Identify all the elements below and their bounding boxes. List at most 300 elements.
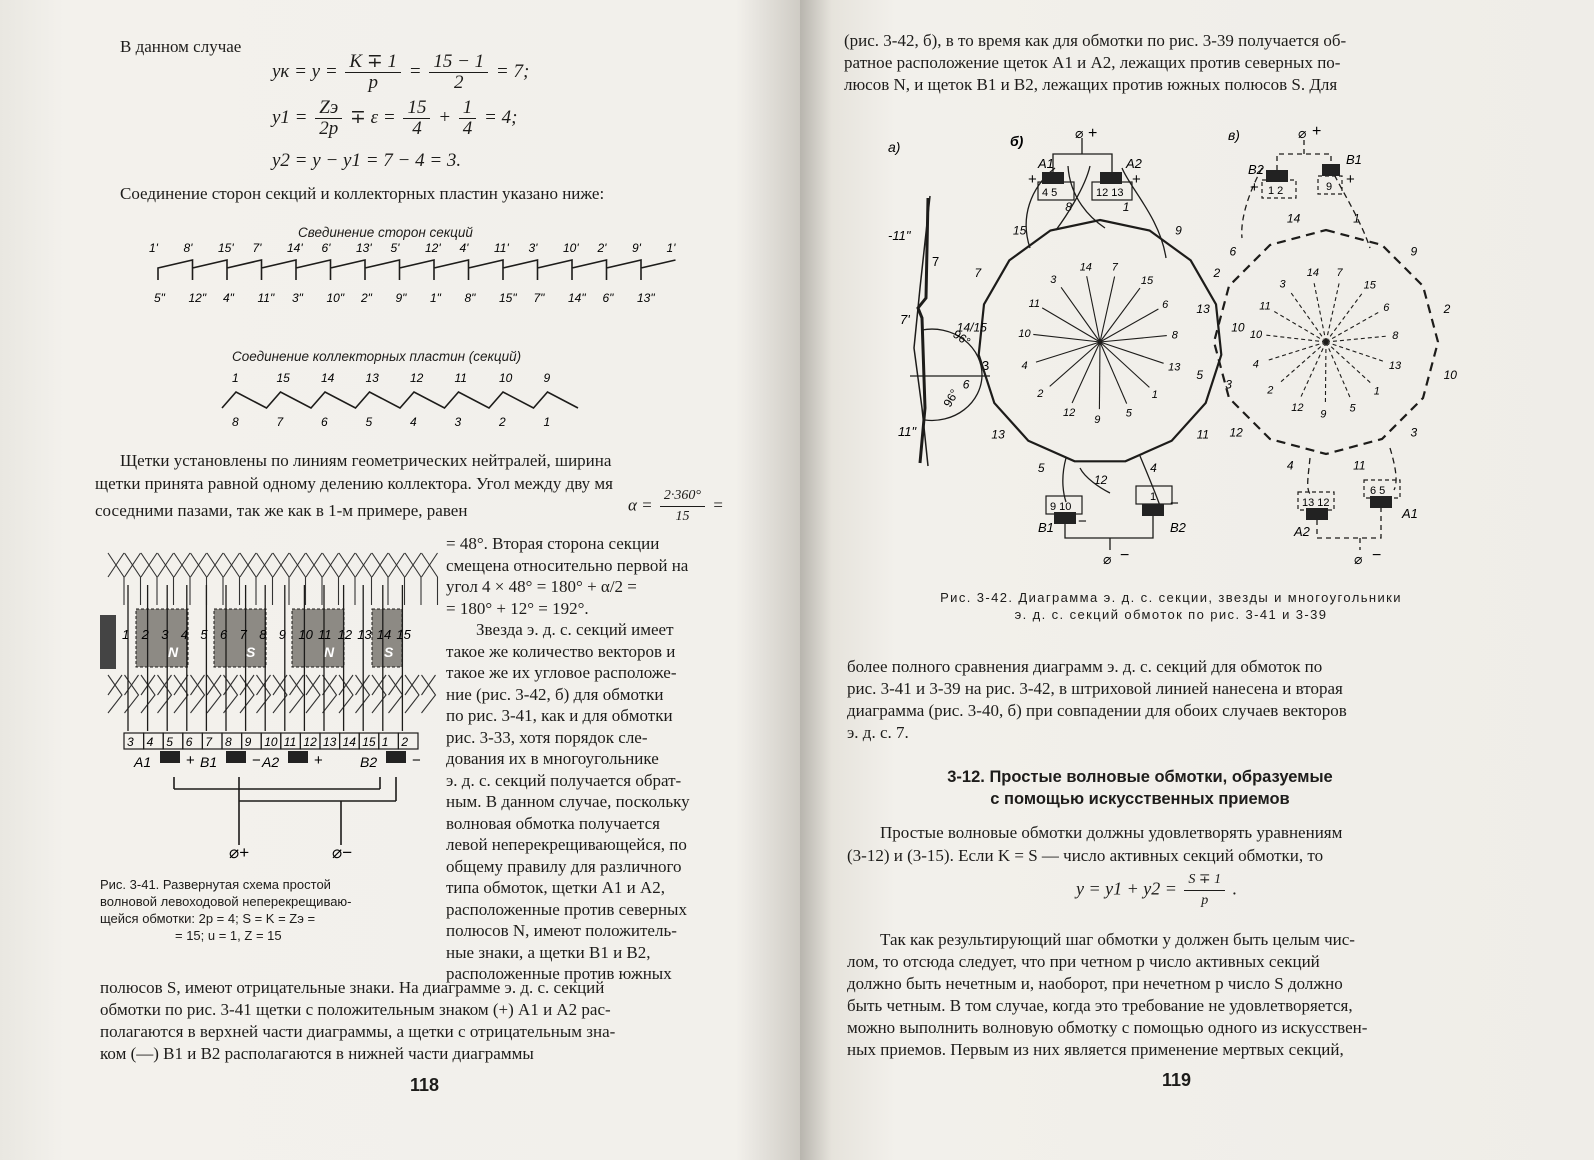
polygon-side-label: 3 xyxy=(1410,425,1418,440)
seq1-top-label: 13' xyxy=(356,241,372,255)
eq-lhs: y = y1 + y2 = xyxy=(1076,878,1177,899)
collector-number: 1 xyxy=(381,735,389,749)
fraction xyxy=(1184,870,1225,911)
angle-label: 96° xyxy=(950,326,974,349)
column-line: Звезда э. д. с. секций имеет xyxy=(476,620,674,639)
seq1-bottom-label: 9" xyxy=(395,291,407,305)
seq1-top-label: 14' xyxy=(287,241,303,255)
star-vector-label: 10 xyxy=(1018,328,1031,341)
star-vector-label: 7 xyxy=(1111,261,1118,274)
polygon-side-label: 2 xyxy=(1443,301,1451,316)
collector-segments: 9 10 xyxy=(1050,501,1072,513)
polygon-side-label: 8 xyxy=(1065,200,1072,214)
brush-label: A1 xyxy=(134,754,152,770)
polygon-side-label: 10 xyxy=(1231,320,1245,335)
zigzag-line xyxy=(158,260,676,280)
page-number-left: 118 xyxy=(410,1075,440,1095)
collector-number: 11 xyxy=(283,735,297,749)
numerator: K ∓ 1 xyxy=(345,52,401,73)
seq1-bottom-label: 10" xyxy=(326,291,345,305)
terminal-icon: ⌀ xyxy=(1354,551,1363,567)
bottom-line3: полагаются в верхней части диаграммы, а щетки с отрицательным зна- xyxy=(100,1022,616,1041)
collector-number: 5 xyxy=(166,735,173,749)
slot-number: 14 xyxy=(376,627,392,642)
slot-number: 13 xyxy=(357,627,372,642)
minus-sign: − xyxy=(1078,513,1087,530)
column-line: = 180° + 12° = 192°. xyxy=(446,598,589,618)
caption-line: щейся обмотки: 2p = 4; S = K = Zэ = xyxy=(100,911,316,926)
star-vector-label: 4 xyxy=(1021,360,1028,373)
brush-B1-label: B1 xyxy=(1038,520,1054,535)
seq1-top-label: 12' xyxy=(425,241,441,255)
top-line3: люсов N, и щеток B1 и B2, лежащих против южных полюсов S. Для xyxy=(844,75,1338,94)
brush-assembly-c-top xyxy=(1242,123,1370,248)
star-vector-label: 14 xyxy=(1306,266,1320,279)
column-line: полюсов N, имеют положитель- xyxy=(446,921,677,940)
fraction xyxy=(429,52,488,93)
star-vector-label: 1 xyxy=(1151,389,1158,402)
plus-sign: + xyxy=(1132,171,1141,188)
brush xyxy=(226,751,246,763)
polygon-side-label: 11 xyxy=(1353,458,1366,473)
final-line2: лом, то отсюда следует, что при четном p число активных секций xyxy=(847,952,1320,971)
slot-number: 8 xyxy=(259,627,267,642)
seq1-top-label: 15' xyxy=(218,241,234,255)
heading-line: 3-12. Простые волновые обмотки, образуемые xyxy=(947,768,1333,786)
minus-sign: − xyxy=(1170,495,1179,512)
star-vector-label: 6 xyxy=(1162,299,1169,312)
fig341-caption xyxy=(100,876,352,944)
emf-vector xyxy=(1326,282,1339,342)
equation-y xyxy=(1076,870,1237,911)
top-line1: (рис. 3-42, б), в то время как для обмотки по рис. 3-39 получается об- xyxy=(844,31,1347,50)
slot-number: 2 xyxy=(141,627,149,642)
brush-A1-label: A1 xyxy=(1402,506,1418,521)
collector-connection-diagram xyxy=(200,364,580,434)
seq1-top-label: 6' xyxy=(321,241,331,255)
terminal-plus: ⌀+ xyxy=(229,843,250,862)
connection-line: Соединение сторон секций и коллекторных пластин указано ниже: xyxy=(120,184,605,203)
brush-assembly-b-bottom xyxy=(1038,456,1187,567)
zigzag-line xyxy=(222,392,578,408)
slot-number: 6 xyxy=(220,627,228,642)
polygon-side-label: 14 xyxy=(1286,211,1301,226)
final-line6: ных приемов. Первым из них является применение мертвых секций, xyxy=(847,1040,1344,1059)
seq2-top-label: 11 xyxy=(454,371,467,385)
emf-vector xyxy=(1036,342,1100,362)
polygon-side-label: 5 xyxy=(1196,368,1204,383)
mid-line2: рис. 3-41 и 3-39 на рис. 3-42, в штриховой линией нанесена и вторая xyxy=(847,679,1343,698)
column-line: волновая обмотка получается xyxy=(446,813,660,833)
brush-label: A2 xyxy=(262,754,280,770)
final-line1: Так как результирующий шаг обмотки y должен быть целым чис- xyxy=(880,930,1355,949)
emf-vector xyxy=(1267,342,1326,361)
polygon-side-label: 13 xyxy=(1196,301,1210,316)
label-c: в) xyxy=(1228,127,1240,143)
intro-line: В данном случае xyxy=(120,37,242,56)
brush-B2-label: B2 xyxy=(1170,520,1186,535)
plus-sign: + xyxy=(1346,171,1355,188)
collector-number: 15 xyxy=(362,735,376,749)
seq2-top-label: 14 xyxy=(321,371,335,385)
slot-number: 12 xyxy=(337,627,353,642)
eq-tail: = 4; xyxy=(484,106,518,128)
fraction xyxy=(403,98,430,139)
intro-line1: Простые волновые обмотки должны удовлетворять уравнениям xyxy=(880,823,1343,842)
collector-number: 7 xyxy=(205,735,213,749)
pole-label: N xyxy=(324,644,335,660)
seq2-bottom-label: 3 xyxy=(454,415,462,429)
fraction xyxy=(459,98,477,139)
brush-B2-label: B2 xyxy=(1248,162,1264,177)
equation-y1 xyxy=(272,98,517,139)
brush xyxy=(386,751,406,763)
brush-sign: − xyxy=(412,752,421,769)
polygon-side-label: 4 xyxy=(1150,461,1157,476)
seq1-bottom-label: 5" xyxy=(154,291,165,305)
seq1-top-label: 2' xyxy=(597,241,607,255)
star-vector-label: 15 xyxy=(1140,275,1154,288)
star-vector-label: 11 xyxy=(1259,300,1271,313)
eq-lhs: y1 = xyxy=(272,106,308,128)
polygon-side-label: 9 xyxy=(1410,244,1418,259)
pole-label: N xyxy=(168,644,179,660)
seq2-bottom-label: 1 xyxy=(543,415,551,429)
mid-line4: э. д. с. 7. xyxy=(847,723,909,742)
brush-wiring xyxy=(174,777,396,845)
section-connection-diagram xyxy=(140,240,700,306)
emf-diagram-b xyxy=(957,200,1245,487)
numerator: 2·360° xyxy=(660,486,705,507)
slot-number: 15 xyxy=(396,627,411,642)
terminal-icon: ⌀ xyxy=(1298,125,1307,141)
polygon-side-label: 13 xyxy=(991,427,1005,442)
collector-number: 13 xyxy=(323,735,337,749)
star-vector-label: 15 xyxy=(1363,279,1376,292)
denominator: 15 xyxy=(675,509,690,524)
star-vector-label: 5 xyxy=(1125,407,1132,420)
emf-vector xyxy=(1100,342,1164,363)
vector-label: 3 xyxy=(982,358,990,373)
slot-number: 1 xyxy=(122,627,130,642)
para1-line1: Щетки установлены по линиям геометрических нейтралей, ширина xyxy=(120,451,612,470)
bottom-line1: полюсов S, имеют отрицательные знаки. На диаграмме э. д. с. секций xyxy=(100,978,605,997)
brush-B1-label: B1 xyxy=(1346,152,1362,167)
brush xyxy=(288,751,308,763)
denominator: 4 xyxy=(412,118,422,139)
seq1-top-label: 3' xyxy=(528,241,538,255)
terminal-icon: ⌀ xyxy=(1075,125,1084,141)
mid-line1: более полного сравнения диаграмм э. д. с. секций для обмоток по xyxy=(847,657,1323,676)
column-line: = 48°. Вторая сторона секции xyxy=(446,534,660,553)
column-line: смещена относительно первой на xyxy=(446,555,689,575)
seq1-bottom-label: 14" xyxy=(568,291,586,305)
seq1-bottom-label: 1" xyxy=(430,291,441,305)
column-line: такое же их угловое расположе- xyxy=(446,663,677,682)
collector-segments: 13 12 xyxy=(1302,497,1330,509)
column-line: э. д. с. секций получается обрат- xyxy=(446,770,682,790)
pole-label: S xyxy=(384,644,394,660)
numerator: 1 xyxy=(459,98,477,119)
star-vector-label: 13 xyxy=(1168,361,1181,374)
seq1-bottom-label: 13" xyxy=(637,291,655,305)
seq2-top-label: 15 xyxy=(276,371,290,385)
bottom-line4: ком (—) B1 и B2 располагаются в нижней части диаграммы xyxy=(100,1044,534,1063)
label-b: б) xyxy=(1010,133,1024,149)
polygon-side-label: 14/15 xyxy=(956,320,987,335)
brush-sign: + xyxy=(314,752,323,769)
polygon-side-label: 9 xyxy=(1175,223,1182,238)
emf-vector xyxy=(1290,292,1326,342)
terminal-minus: − xyxy=(1120,547,1130,564)
seq2-top-label: 9 xyxy=(543,371,551,385)
fraction xyxy=(345,52,401,93)
brush-A2-label: A2 xyxy=(1126,156,1142,171)
collector-number: 6 xyxy=(185,735,193,749)
column-line: ным. В данном случае, поскольку xyxy=(446,792,690,811)
vector-label: 11" xyxy=(898,424,917,439)
column-line: по рис. 3-41, как и для обмотки xyxy=(446,706,673,725)
seq1-bottom-label: 12" xyxy=(188,291,207,305)
star-vector-label: 10 xyxy=(1249,328,1263,341)
polygon-side-label: 15 xyxy=(1012,223,1027,238)
fig342-caption xyxy=(888,589,1454,623)
fraction xyxy=(315,98,342,139)
column-line: ные знаки, а щетки B1 и B2, xyxy=(446,942,651,962)
numerator: Zэ xyxy=(315,98,342,119)
caption-line: волновой левоходовой неперекрещиваю- xyxy=(100,894,352,909)
collector-segments: 9 xyxy=(1326,181,1333,193)
column-line: общему правилу для различного xyxy=(446,856,682,876)
emf-vector xyxy=(1072,342,1100,403)
collector-number: 10 xyxy=(264,735,278,749)
heading-line: с помощью искусственных приемов xyxy=(990,790,1290,808)
brush-sign: − xyxy=(252,752,261,769)
brush-A1-label: A1 xyxy=(1038,156,1054,171)
numerator: S ∓ 1 xyxy=(1184,870,1225,891)
emf-vector xyxy=(1099,342,1100,409)
collector-number: 2 xyxy=(401,735,409,749)
slot-number: 4 xyxy=(180,627,189,642)
plus-sign: + xyxy=(1028,171,1037,188)
seq1-top-label: 7' xyxy=(252,241,262,255)
star-vector-label: 2 xyxy=(1037,388,1044,400)
seq1-bottom-label: 3" xyxy=(292,291,303,305)
final-line3: должно быть нечетным и, наоборот, при нечетном p число S должно xyxy=(847,974,1343,993)
top-line2: ратное расположение щеток A1 и A2, лежащих против северных по- xyxy=(844,53,1341,72)
vector-label: -11" xyxy=(888,228,911,243)
caption-line: Рис. 3-42. Диаграмма э. д. с. секции, звезды и многоугольники xyxy=(940,590,1402,605)
seq2-bottom-label: 2 xyxy=(499,415,506,429)
polygon-side-label: 1 xyxy=(1353,211,1360,226)
eq-tail: = 7; xyxy=(495,60,530,82)
emf-vector xyxy=(1326,342,1384,362)
brush-label: B2 xyxy=(360,754,378,770)
star-vector-label: 12 xyxy=(1291,402,1304,415)
seq2-title: Соединение коллекторных пластин (секций) xyxy=(232,349,522,364)
star-vector-label: 6 xyxy=(1383,301,1390,314)
polygon-side-label: 1 xyxy=(1122,200,1130,214)
seq2-top-label: 12 xyxy=(410,371,424,385)
emf-vector xyxy=(1300,342,1326,398)
numerator: 15 xyxy=(403,98,430,119)
emf-vector xyxy=(1326,342,1371,384)
terminal-minus: − xyxy=(1372,547,1382,564)
final-line4: быть четным. В том случае, когда это требование не удовлетворяется, xyxy=(847,996,1353,1015)
column-line: расположенные против южных xyxy=(446,964,672,983)
caption-line: э. д. с. секций обмоток по рис. 3-41 и 3-39 xyxy=(1014,607,1328,622)
denominator: 2 xyxy=(453,72,464,93)
star-vector-label: 9 xyxy=(1320,408,1327,421)
seq1-top-label: 10' xyxy=(563,241,579,255)
caption-line: Рис. 3-41. Развернутая схема простой xyxy=(100,877,331,892)
column-line: рис. 3-33, хотя порядок сле- xyxy=(446,727,648,747)
seq2-bottom-label: 4 xyxy=(410,415,417,429)
polygon-side-label: 6 xyxy=(962,377,970,392)
collector-segments: 4 5 xyxy=(1042,187,1058,199)
seq2-top-label: 13 xyxy=(365,371,379,385)
figure-3-42-diagrams xyxy=(870,108,1530,586)
denominator: p xyxy=(1201,893,1209,908)
slot-number: 7 xyxy=(239,627,247,642)
caption-line: = 15; u = 1, Z = 15 xyxy=(175,928,282,943)
seq2-bottom-label: 5 xyxy=(365,415,373,429)
slot-number: 5 xyxy=(200,627,208,642)
seq1-bottom-label: 15" xyxy=(499,291,517,305)
emf-vector xyxy=(1325,342,1326,404)
collector-number: 3 xyxy=(127,735,134,749)
plus-sign: + xyxy=(1250,179,1259,196)
equation-yk xyxy=(272,52,529,93)
seq1-bottom-label: 8" xyxy=(464,291,476,305)
brush xyxy=(160,751,180,763)
star-vector-label: 5 xyxy=(1349,402,1356,415)
star-vector-label: 7 xyxy=(1336,267,1343,280)
seq1-bottom-label: 2" xyxy=(361,291,372,305)
slot-number: 11 xyxy=(318,627,332,642)
star-vector-label: 9 xyxy=(1094,414,1101,427)
seq2-top-label: 1 xyxy=(232,371,239,385)
polygon-side-label: 3 xyxy=(1225,377,1232,392)
star-vector-label: 3 xyxy=(1050,274,1057,287)
para1-line3: соседними пазами, так же как в 1-м примере, равен xyxy=(95,501,468,520)
seq1-top-label: 8' xyxy=(183,241,193,255)
terminal-plus: + xyxy=(1312,123,1322,140)
pole-label: S xyxy=(246,644,256,660)
star-vector-label: 11 xyxy=(1028,297,1041,310)
collector-number: 8 xyxy=(225,735,232,749)
seq2-bottom-label: 8 xyxy=(232,415,239,429)
seq1-top-label: 1' xyxy=(149,241,158,255)
column-line: ние (рис. 3-42, б) для обмотки xyxy=(446,684,664,704)
collector-number: 12 xyxy=(303,735,317,749)
seq1-top-label: 9' xyxy=(632,241,641,255)
emf-vector xyxy=(1326,293,1363,343)
slot-number: 9 xyxy=(278,627,287,642)
column-line: левой неперекрещивающейся, по xyxy=(446,835,687,854)
page-number-right: 119 xyxy=(1162,1070,1192,1090)
emf-vector xyxy=(1050,342,1100,386)
emf-vector xyxy=(1100,342,1149,387)
polygon-side-label: 2 xyxy=(1213,266,1221,280)
eq-lhs: yк = y = xyxy=(272,60,338,82)
alpha-equation xyxy=(628,486,724,527)
terminal-plus: + xyxy=(1088,125,1098,142)
seq1-top-label: 1' xyxy=(666,241,676,255)
seq1-bottom-label: 4" xyxy=(223,291,234,305)
collector-segments: 1 2 xyxy=(1268,185,1284,197)
column-line: расположенные против северных xyxy=(446,899,687,919)
polygon-side-label: 4 xyxy=(1286,458,1294,473)
star-vector-label: 8 xyxy=(1392,330,1399,343)
denominator: 4 xyxy=(462,118,473,139)
collector-segments: 12 13 xyxy=(1096,187,1124,199)
brush-label: B1 xyxy=(200,754,218,770)
seq2-top-label: 10 xyxy=(499,371,513,385)
slot-number: 10 xyxy=(298,627,313,642)
seq1-bottom-label: 11" xyxy=(257,291,275,305)
emf-diagram-c xyxy=(1196,211,1457,472)
star-vector-label: 2 xyxy=(1267,384,1274,397)
collector-number: 9 xyxy=(244,735,252,749)
para1-line2: щетки принята равной одному делению коллектора. Угол между дву мя xyxy=(95,474,613,493)
seq2-bottom-label: 7 xyxy=(276,415,284,429)
collector-number: 14 xyxy=(342,735,356,749)
emf-vector xyxy=(1326,342,1351,399)
seq1-top-label: 5' xyxy=(390,241,400,255)
fraction xyxy=(660,486,705,527)
column-line: такое же количество векторов и xyxy=(446,641,676,661)
vector-label: 7 xyxy=(932,254,940,269)
denominator: p xyxy=(368,72,378,93)
polygon-side-label: 7 xyxy=(974,266,982,280)
seq1-top-label: 4' xyxy=(459,241,469,255)
column-line: угол 4 × 48° = 180° + α/2 = xyxy=(446,577,637,596)
intro-line2: (3-12) и (3-15). Если K = S — число активных секций обмотки, то xyxy=(847,846,1324,865)
collector-number: 4 xyxy=(146,735,154,749)
eq-mid: = xyxy=(408,60,422,82)
column-line: типа обмоток, щетки A1 и A2, xyxy=(446,878,665,897)
pole-edge xyxy=(100,615,116,669)
emf-vector xyxy=(1100,342,1127,404)
collector-segments: 6 5 xyxy=(1370,485,1386,497)
collector-segments: 1 xyxy=(1150,491,1157,503)
section-heading xyxy=(910,766,1370,810)
mid-line3: диаграмма (рис. 3-40, б) при совпадении для обоих случаев векторов xyxy=(847,701,1347,720)
figure-3-41-winding-scheme xyxy=(96,545,441,863)
seq2-bottom-label: 6 xyxy=(321,415,328,429)
seq1-bottom-label: 6" xyxy=(602,291,614,305)
brush-A2-label: A2 xyxy=(1294,524,1310,539)
slot-number: 3 xyxy=(161,627,169,642)
star-vector-label: 12 xyxy=(1063,407,1076,420)
polygon-side-label: 10 xyxy=(1443,368,1457,383)
eq-lhs: α = xyxy=(628,495,653,515)
star-vector-label: 13 xyxy=(1388,359,1402,372)
label-a: а) xyxy=(888,139,901,155)
final-line5: можно выполнить волновую обмотку с помощью одного из искусствен- xyxy=(847,1018,1368,1037)
emf-vector xyxy=(1280,342,1326,383)
terminal-icon: ⌀ xyxy=(1103,551,1112,567)
brush-assembly-b-top xyxy=(1026,125,1166,258)
terminal-minus: ⌀− xyxy=(332,843,353,862)
vector-label: 7' xyxy=(900,312,910,327)
star-vector-label: 8 xyxy=(1171,329,1178,342)
polygon-side-label: 11 xyxy=(1196,427,1210,442)
seq1-title: Свединение сторон секций xyxy=(298,225,473,240)
bottom-line2: обмотки по рис. 3-41 щетки с положительным знаком (+) A1 и A2 рас- xyxy=(100,1000,611,1019)
denominator: 2p xyxy=(319,118,339,139)
